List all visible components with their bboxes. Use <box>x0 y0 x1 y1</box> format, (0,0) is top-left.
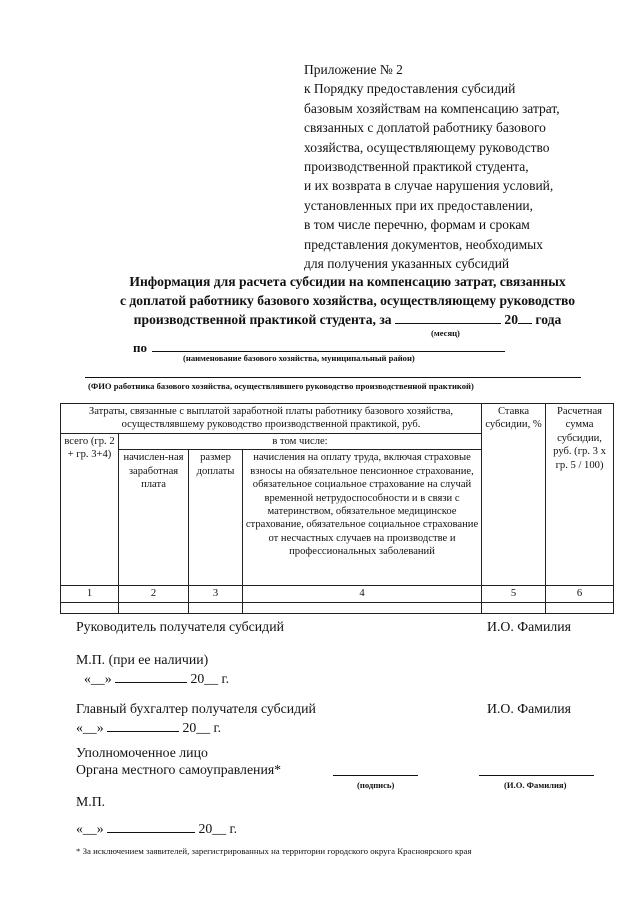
data-cell <box>243 602 482 613</box>
fio-sign-line <box>479 775 594 776</box>
signature-line <box>333 775 418 776</box>
fio-sign-label: (И.О. Фамилия) <box>504 780 567 790</box>
date-day: «__» <box>76 720 104 735</box>
appendix-header <box>304 60 634 273</box>
stamp2-label: М.П. <box>76 794 106 809</box>
date-line-3 <box>76 819 237 837</box>
date-day: «__» <box>84 671 112 686</box>
header-rate: Ставка субсидии, % <box>482 404 546 586</box>
appendix-line: в том числе перечню, формам и срокам <box>304 217 530 233</box>
col-number: 4 <box>243 586 482 602</box>
farm-name-line <box>152 351 505 352</box>
date-month-blank <box>115 669 187 683</box>
appendix-line: к Порядку предоставления субсидий <box>304 81 516 97</box>
col-number: 3 <box>189 586 243 602</box>
authorized-label-1: Уполномоченное лицо <box>76 745 208 760</box>
head-name: И.О. Фамилия <box>487 619 572 634</box>
col-number: 5 <box>482 586 546 602</box>
header-in-that: в том числе: <box>119 434 482 450</box>
data-cell <box>119 602 189 613</box>
fio-line <box>85 377 581 378</box>
data-cell <box>189 602 243 613</box>
col-charges: начисления на оплату труда, включая страховые взносы на обязательное пенсионное страхование, обязательное социальное страхование на случай временной нетрудоспособности и в связи с материнством, обязательное медицинское страхование, обязательное социальное страхование от несчастных случаев на производстве и профессиональных заболеваний <box>243 450 482 586</box>
title-line-3 <box>60 310 635 329</box>
date-year: 20__ г. <box>198 821 238 836</box>
head-label: Руководитель получателя субсидий <box>76 619 284 634</box>
data-cell <box>61 602 119 613</box>
po-label: по <box>133 340 147 355</box>
month-label: (месяц) <box>431 328 460 338</box>
footnote: * За исключением заявителей, зарегистрированных на территории городского округа Красноярского края <box>76 846 472 856</box>
title-line-2: с доплатой работнику базового хозяйства, осуществляющему руководство <box>119 293 576 308</box>
accountant-name: И.О. Фамилия <box>487 701 572 716</box>
signature-label: (подпись) <box>357 780 395 790</box>
date-year: 20__ г. <box>190 671 230 686</box>
date-month-blank <box>107 718 179 732</box>
date-line-1 <box>84 669 229 687</box>
date-year: 20__ г. <box>182 720 222 735</box>
accountant-label: Главный бухгалтер получателя субсидий <box>76 701 316 716</box>
header-sum: Расчетная сумма субсидии, руб. (гр. 3 х гр. 5 / 100) <box>546 404 614 586</box>
data-cell <box>546 602 614 613</box>
stamp-label: М.П. (при ее наличии) <box>76 652 209 667</box>
col-salary: начислен-ная заработная плата <box>119 450 189 586</box>
appendix-line: для получения указанных субсидий <box>304 256 510 272</box>
date-day: «__» <box>76 821 104 836</box>
title-line-3-suffix: года <box>535 312 562 327</box>
appendix-line: представления документов, необходимых <box>304 236 543 252</box>
date-line-2 <box>76 718 221 736</box>
document-title <box>60 272 635 329</box>
month-blank <box>395 311 501 324</box>
col-number: 2 <box>119 586 189 602</box>
appendix-line: базовым хозяйствам на компенсацию затрат, <box>304 100 560 116</box>
title-line-3-prefix: производственной практикой студента, за <box>133 312 392 327</box>
year-blank <box>518 311 532 324</box>
title-year-prefix: 20 <box>504 312 518 327</box>
col-number: 6 <box>546 586 614 602</box>
authorized-label-2: Органа местного самоуправления* <box>76 762 282 777</box>
col-total: всего (гр. 2 + гр. 3+4) <box>61 434 119 586</box>
col-number: 1 <box>61 586 119 602</box>
fio-label: (ФИО работника базового хозяйства, осуществлявшего руководство производственной практикой) <box>88 381 474 391</box>
appendix-line: установленных при их предоставлении, <box>304 197 534 213</box>
farm-name-label: (наименование базового хозяйства, муниципальный район) <box>183 353 415 363</box>
data-cell <box>482 602 546 613</box>
appendix-line: связанных с доплатой работнику базового <box>304 120 546 136</box>
appendix-line: хозяйства, осуществляющему руководство <box>304 139 550 155</box>
col-bonus: размер доплаты <box>189 450 243 586</box>
header-costs: Затраты, связанные с выплатой заработной платы работнику базового хозяйства, осуществлявшему руководство производственной практикой, руб. <box>61 404 482 434</box>
appendix-line: производственной практикой студента, <box>304 159 529 175</box>
title-line-1: Информация для расчета субсидии на компенсацию затрат, связанных <box>129 274 566 289</box>
appendix-line: Приложение № 2 <box>304 62 403 77</box>
subsidy-table <box>60 403 614 614</box>
date-month-blank <box>107 819 195 833</box>
appendix-line: и их возврата в случае нарушения условий, <box>304 178 554 194</box>
